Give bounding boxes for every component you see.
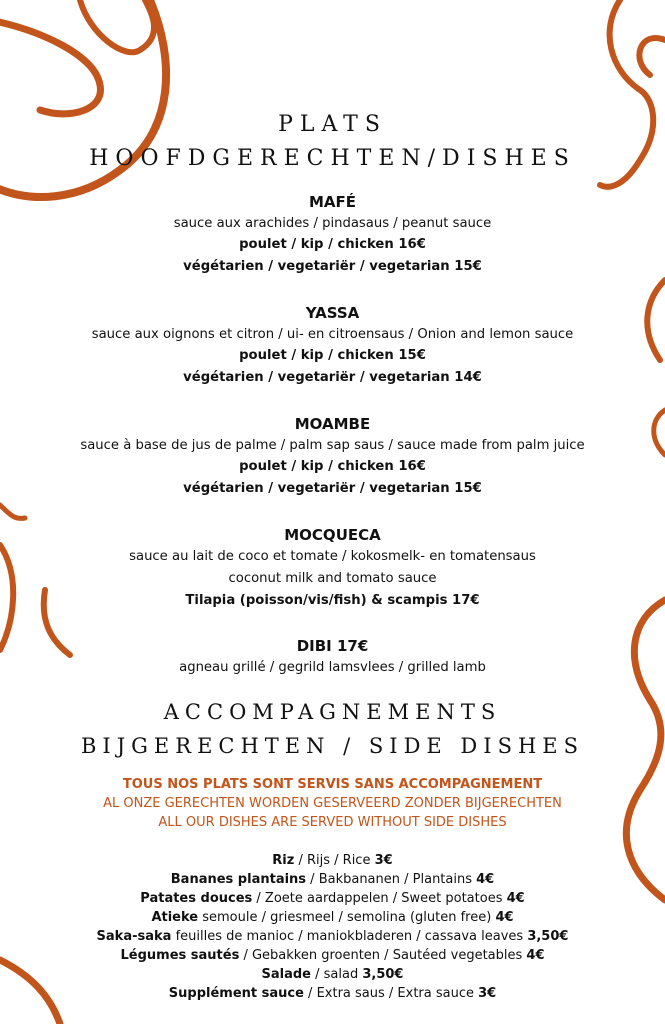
side-item-desc: / salad (311, 967, 363, 982)
side-item (0, 965, 665, 984)
side-item (0, 927, 665, 946)
side-item (0, 870, 665, 889)
dish-name: MOCQUECA (284, 526, 381, 544)
dish-description: sauce aux arachides / pindasaus / peanut sauce (173, 216, 492, 231)
dish-price-chicken: poulet / kip / chicken 16€ (239, 237, 426, 252)
side-item-desc: / Zoete aardappelen / Sweet potatoes (252, 891, 507, 906)
side-item-name: Riz (272, 853, 295, 868)
side-item-name: Atieke (151, 910, 199, 925)
side-item-desc: / Gebakken groenten / Sautéed vegetables (239, 948, 527, 963)
side-item-name: Bananes plantains (170, 872, 307, 887)
side-item-desc: / Bakbananen / Plantains (306, 872, 477, 887)
dish-description: sauce aux oignons et citron / ui- en citroensaus / Onion and lemon sauce (91, 327, 574, 342)
dish-name: DIBI 17€ (296, 637, 369, 655)
dish-description: agneau grillé / gegrild lamsvlees / grilled lamb (179, 660, 486, 675)
dish-price-vegetarian: végétarien / vegetariër / vegetarian 14€ (183, 370, 482, 385)
side-item-name: Légumes sautés (120, 948, 240, 963)
dish-description-english: coconut milk and tomato sauce (228, 571, 437, 586)
dish-price-vegetarian: végétarien / vegetariër / vegetarian 15€ (183, 481, 482, 496)
side-item (0, 889, 665, 908)
side-item-desc: / Rijs / Rice (294, 853, 375, 868)
side-item-price: 3,50€ (527, 929, 569, 944)
side-item-name: Patates douces (140, 891, 253, 906)
dish-name: MAFÉ (308, 193, 357, 211)
side-item (0, 946, 665, 965)
side-item-price: 4€ (476, 872, 495, 887)
side-item-desc: semoule / griesmeel / semolina (gluten free) (198, 910, 496, 925)
section-title-plats: PLATS (278, 112, 387, 137)
side-item-desc: feuilles de manioc / maniokbladeren / cassava leaves (171, 929, 528, 944)
side-item-price: 3,50€ (362, 967, 404, 982)
side-item (0, 851, 665, 870)
section-title-side-dishes: BIJGERECHTEN / SIDE DISHES (81, 734, 584, 758)
side-item-price: 3€ (374, 853, 393, 868)
side-item-price: 3€ (478, 986, 497, 1001)
dish-price-vegetarian: végétarien / vegetariër / vegetarian 15€ (183, 259, 482, 274)
side-item-price: 4€ (495, 910, 514, 925)
dish-description: sauce à base de jus de palme / palm sap saus / sauce made from palm juice (80, 438, 585, 453)
section-title-accompagnements: ACCOMPAGNEMENTS (163, 700, 502, 724)
dish-name: YASSA (305, 304, 360, 322)
dish-price-chicken: poulet / kip / chicken 15€ (239, 348, 426, 363)
dish-description: sauce au lait de coco et tomate / kokosmelk- en tomatensaus (129, 549, 536, 564)
notice-dutch: AL ONZE GERECHTEN WORDEN GESERVEERD ZONDER BIJGERECHTEN (103, 796, 562, 811)
notice-french: TOUS NOS PLATS SONT SERVIS SANS ACCOMPAGNEMENT (122, 777, 543, 792)
side-item (0, 984, 665, 1003)
section-title-main-dishes: HOOFDGERECHTEN/DISHES (89, 146, 576, 171)
notice-english: ALL OUR DISHES ARE SERVED WITHOUT SIDE DISHES (158, 815, 507, 830)
side-item-price: 4€ (526, 948, 545, 963)
side-item-name: Saka-saka (96, 929, 172, 944)
dish-price-fish: Tilapia (poisson/vis/fish) & scampis 17€ (185, 593, 480, 608)
dish-name: MOAMBE (294, 415, 371, 433)
side-item-desc: / Extra saus / Extra sauce (303, 986, 479, 1001)
side-item (0, 908, 665, 927)
side-item-name: Salade (261, 967, 311, 982)
dish-price-chicken: poulet / kip / chicken 16€ (239, 459, 426, 474)
side-item-price: 4€ (506, 891, 525, 906)
side-item-name: Supplément sauce (168, 986, 304, 1001)
